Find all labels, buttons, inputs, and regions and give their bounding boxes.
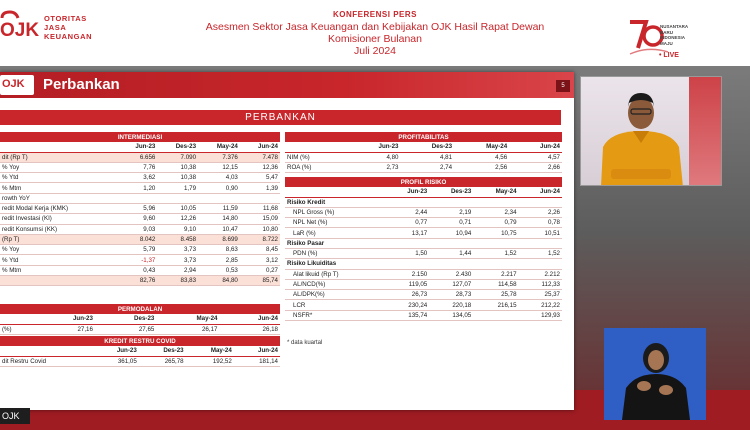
cell-value: 1,44 bbox=[429, 248, 473, 258]
cell-value: 82,76 bbox=[117, 276, 157, 286]
row-label: redit Investasi (KI) bbox=[0, 214, 117, 224]
cell-value: 220,18 bbox=[429, 300, 473, 310]
table-row bbox=[285, 248, 562, 258]
cell-value: 181,14 bbox=[234, 356, 280, 366]
org-line-3: KEUANGAN bbox=[44, 32, 93, 41]
cell-value: 4,80 bbox=[348, 152, 401, 162]
cell-value: 85,74 bbox=[240, 276, 280, 286]
column-header-row bbox=[0, 142, 280, 152]
cell-value: 25,37 bbox=[519, 290, 562, 300]
row-label: ROA (%) bbox=[285, 162, 348, 172]
cell-value: -1,37 bbox=[117, 255, 157, 265]
cell-value: 10,47 bbox=[198, 224, 240, 234]
svg-text:OJK: OJK bbox=[0, 20, 40, 40]
row-label: % Mtm bbox=[0, 265, 117, 275]
cell-value: 5,96 bbox=[117, 203, 157, 213]
cell-value: 1,50 bbox=[386, 248, 429, 258]
cell-value: 10,05 bbox=[157, 203, 198, 213]
cell-value: 0,43 bbox=[117, 265, 157, 275]
cell-value: 3,73 bbox=[157, 245, 198, 255]
row-label: % Ytd bbox=[0, 173, 117, 183]
cell-value: 2.217 bbox=[473, 269, 518, 279]
table-row bbox=[285, 218, 562, 228]
row-label: NPL Net (%) bbox=[285, 218, 386, 228]
column-header: Des-23 bbox=[400, 142, 454, 152]
column-header bbox=[0, 314, 34, 324]
ojk-logo bbox=[0, 10, 40, 40]
table-row bbox=[0, 245, 280, 255]
column-header: Des-23 bbox=[139, 346, 186, 356]
cell-value: 9,10 bbox=[157, 224, 198, 234]
cell-value: 10,94 bbox=[429, 228, 473, 238]
group-row bbox=[285, 238, 562, 248]
cell-value: 1,52 bbox=[473, 248, 518, 258]
row-label: NIM (%) bbox=[285, 152, 348, 162]
cell-value: 8,45 bbox=[240, 245, 280, 255]
restru-covid-table bbox=[0, 336, 280, 367]
column-header: May-24 bbox=[473, 187, 518, 197]
cell-value: 5,47 bbox=[240, 173, 280, 183]
column-header bbox=[0, 346, 93, 356]
cell-value bbox=[117, 193, 157, 203]
column-header: May-24 bbox=[198, 142, 240, 152]
column-header: Jun-23 bbox=[34, 314, 95, 324]
cell-value: 4,57 bbox=[509, 152, 562, 162]
cell-value: 2.150 bbox=[386, 269, 429, 279]
cell-value: 0,53 bbox=[198, 265, 240, 275]
row-label: % Yoy bbox=[0, 245, 117, 255]
cell-value bbox=[473, 310, 518, 320]
cell-value: 7.376 bbox=[198, 152, 240, 162]
cell-value: 0,71 bbox=[429, 218, 473, 228]
cell-value: 2.430 bbox=[429, 269, 473, 279]
profil-risiko-table bbox=[285, 177, 562, 321]
table-row bbox=[0, 255, 280, 265]
cell-value: 230,24 bbox=[386, 300, 429, 310]
table-row bbox=[285, 290, 562, 300]
group-row bbox=[285, 259, 562, 269]
section-title: PROFIL RISIKO bbox=[285, 177, 562, 187]
table-row bbox=[285, 310, 562, 320]
cell-value: 28,73 bbox=[429, 290, 473, 300]
cell-value: 2,66 bbox=[509, 162, 562, 172]
presentation-slide bbox=[0, 72, 574, 410]
table-row bbox=[285, 269, 562, 279]
column-header: May-24 bbox=[156, 314, 219, 324]
cell-value: 7.090 bbox=[157, 152, 198, 162]
cell-value: 216,15 bbox=[473, 300, 518, 310]
cell-value: 2.212 bbox=[519, 269, 562, 279]
cell-value: 135,74 bbox=[386, 310, 429, 320]
row-label: PDN (%) bbox=[285, 248, 386, 258]
cell-value bbox=[157, 193, 198, 203]
sign-interpreter-video bbox=[604, 328, 706, 420]
section-title: PROFITABILITAS bbox=[285, 132, 562, 142]
table-row bbox=[0, 265, 280, 275]
row-label: AL/NCD(%) bbox=[285, 279, 386, 289]
conference-title: Asesmen Sektor Jasa Keuangan dan Kebijakan OJK Hasil Rapat Dewan Komisioner Bulanan bbox=[205, 21, 545, 45]
section-header-row bbox=[0, 132, 280, 142]
cell-value: 26,18 bbox=[219, 324, 280, 334]
cell-value: 8.458 bbox=[157, 234, 198, 244]
column-header: May-24 bbox=[454, 142, 509, 152]
cell-value: 11,59 bbox=[198, 203, 240, 213]
table-row bbox=[285, 207, 562, 217]
column-header bbox=[0, 142, 117, 152]
live-label: LIVE bbox=[663, 52, 679, 59]
slide-page-number: 5 bbox=[556, 80, 570, 92]
anniversary-tagline bbox=[660, 24, 688, 46]
table-row bbox=[0, 214, 280, 224]
column-header: Jun-24 bbox=[519, 187, 562, 197]
org-line-2: JASA bbox=[44, 23, 67, 32]
cell-value bbox=[240, 193, 280, 203]
interpreter-figure bbox=[604, 328, 706, 420]
cell-value: 112,33 bbox=[519, 279, 562, 289]
column-header: Jun-24 bbox=[234, 346, 280, 356]
tagline-line-2: BARU bbox=[660, 29, 673, 35]
column-header: Jun-24 bbox=[240, 142, 280, 152]
column-header: Des-23 bbox=[95, 314, 156, 324]
cell-value: 8.699 bbox=[198, 234, 240, 244]
column-header: Des-23 bbox=[429, 187, 473, 197]
cell-value: 2,94 bbox=[157, 265, 198, 275]
column-header: Jun-23 bbox=[348, 142, 401, 152]
cell-value: 3,62 bbox=[117, 173, 157, 183]
column-header: Jun-24 bbox=[509, 142, 562, 152]
cell-value bbox=[198, 193, 240, 203]
row-label: LaR (%) bbox=[285, 228, 386, 238]
cell-value: 26,73 bbox=[386, 290, 429, 300]
row-label bbox=[0, 276, 117, 286]
cell-value: 114,58 bbox=[473, 279, 518, 289]
channel-tag: OJK bbox=[0, 408, 30, 424]
table-row bbox=[0, 152, 280, 162]
cell-value: 361,05 bbox=[93, 356, 139, 366]
org-name bbox=[44, 14, 92, 41]
cell-value: 10,80 bbox=[240, 224, 280, 234]
section-title: PERMODALAN bbox=[0, 304, 280, 314]
cell-value: 4,56 bbox=[454, 152, 509, 162]
cell-value: 4,03 bbox=[198, 173, 240, 183]
section-header-row bbox=[285, 177, 562, 187]
column-header: Des-23 bbox=[157, 142, 198, 152]
group-label: Risiko Likuiditas bbox=[285, 259, 562, 269]
group-label: Risiko Kredit bbox=[285, 197, 562, 207]
column-header-row bbox=[0, 314, 280, 324]
cell-value: 0,78 bbox=[519, 218, 562, 228]
cell-value: 0,90 bbox=[198, 183, 240, 193]
column-header: May-24 bbox=[186, 346, 234, 356]
section-title: INTERMEDIASI bbox=[0, 132, 280, 142]
cell-value: 2,34 bbox=[473, 207, 518, 217]
row-label: AL/DPK(%) bbox=[285, 290, 386, 300]
footnote: * data kuartal bbox=[287, 340, 323, 346]
cell-value: 12,26 bbox=[157, 214, 198, 224]
cell-value: 129,93 bbox=[519, 310, 562, 320]
conference-date: Juli 2024 bbox=[353, 45, 397, 57]
slide-logo bbox=[0, 75, 34, 95]
cell-value: 83,83 bbox=[157, 276, 198, 286]
cell-value: 5,79 bbox=[117, 245, 157, 255]
column-header: Jun-23 bbox=[93, 346, 139, 356]
table-row bbox=[0, 173, 280, 183]
row-label: % Ytd bbox=[0, 255, 117, 265]
cell-value: 2,19 bbox=[429, 207, 473, 217]
cell-value: 1,52 bbox=[519, 248, 562, 258]
cell-value: 0,27 bbox=[240, 265, 280, 275]
cell-value: 10,38 bbox=[157, 173, 198, 183]
table-row bbox=[285, 279, 562, 289]
cell-value: 0,77 bbox=[386, 218, 429, 228]
slide-logo-text: OJK bbox=[2, 78, 25, 90]
group-label: Risiko Pasar bbox=[285, 238, 562, 248]
tagline-line-4: MAJU bbox=[660, 40, 673, 46]
cell-value: 12,36 bbox=[240, 162, 280, 172]
cell-value: 2,44 bbox=[386, 207, 429, 217]
cell-value: 2,26 bbox=[519, 207, 562, 217]
cell-value: 0,79 bbox=[473, 218, 518, 228]
row-label: % Yoy bbox=[0, 162, 117, 172]
table-row bbox=[0, 203, 280, 213]
broadcast-banner bbox=[0, 0, 750, 66]
tagline-line-3: INDONESIA bbox=[660, 35, 686, 40]
table-row bbox=[285, 162, 562, 172]
cell-value: 192,52 bbox=[186, 356, 234, 366]
cell-value: 9,03 bbox=[117, 224, 157, 234]
table-row bbox=[285, 228, 562, 238]
cell-value: 2,73 bbox=[348, 162, 401, 172]
cell-value: 12,15 bbox=[198, 162, 240, 172]
row-label: redit Modal Kerja (KMK) bbox=[0, 203, 117, 213]
column-header: Jun-23 bbox=[386, 187, 429, 197]
table-row bbox=[0, 276, 280, 286]
table-row bbox=[0, 234, 280, 244]
row-label: NSFR* bbox=[285, 310, 386, 320]
table-row bbox=[285, 300, 562, 310]
cell-value: 6.656 bbox=[117, 152, 157, 162]
conference-label: KONFERENSI PERS bbox=[333, 10, 417, 19]
cell-value: 212,22 bbox=[519, 300, 562, 310]
cell-value: 13,17 bbox=[386, 228, 429, 238]
table-row bbox=[0, 193, 280, 203]
cell-value: 15,09 bbox=[240, 214, 280, 224]
column-header: Jun-24 bbox=[219, 314, 280, 324]
cell-value: 10,38 bbox=[157, 162, 198, 172]
cell-value: 134,05 bbox=[429, 310, 473, 320]
table-row bbox=[0, 224, 280, 234]
cell-value: 10,51 bbox=[519, 228, 562, 238]
row-label: % Mtm bbox=[0, 183, 117, 193]
profitabilitas-table bbox=[285, 132, 562, 173]
row-label: dit Restru Covid bbox=[0, 356, 93, 366]
row-label: dit (Rp T) bbox=[0, 152, 117, 162]
column-header bbox=[285, 142, 348, 152]
section-band: PERBANKAN bbox=[0, 110, 561, 125]
cell-value: 1,39 bbox=[240, 183, 280, 193]
section-title: KREDIT RESTRU COVID bbox=[0, 336, 280, 346]
org-line-1: OTORITAS bbox=[44, 14, 87, 23]
cell-value: 7.478 bbox=[240, 152, 280, 162]
cell-value: 2,85 bbox=[198, 255, 240, 265]
group-row bbox=[285, 197, 562, 207]
table-row bbox=[0, 324, 280, 334]
cell-value: 25,78 bbox=[473, 290, 518, 300]
cell-value: 1,79 bbox=[157, 183, 198, 193]
row-label: (Rp T) bbox=[0, 234, 117, 244]
table-row bbox=[285, 152, 562, 162]
section-header-row bbox=[0, 304, 280, 314]
speaker-figure bbox=[581, 77, 722, 186]
slide-title: Perbankan bbox=[43, 76, 120, 93]
cell-value: 26,17 bbox=[156, 324, 219, 334]
row-label: (%) bbox=[0, 324, 34, 334]
cell-value: 2,56 bbox=[454, 162, 509, 172]
column-header-row bbox=[285, 187, 562, 197]
conference-title-block bbox=[180, 10, 570, 57]
column-header bbox=[285, 187, 386, 197]
row-label: LCR bbox=[285, 300, 386, 310]
cell-value: 10,75 bbox=[473, 228, 518, 238]
row-label: Alat likuid (Rp T) bbox=[285, 269, 386, 279]
cell-value: 84,80 bbox=[198, 276, 240, 286]
cell-value: 11,68 bbox=[240, 203, 280, 213]
cell-value: 2,74 bbox=[400, 162, 454, 172]
cell-value: 14,80 bbox=[198, 214, 240, 224]
cell-value: 7,76 bbox=[117, 162, 157, 172]
cell-value: 8.042 bbox=[117, 234, 157, 244]
intermediasi-table bbox=[0, 132, 280, 286]
permodalan-table bbox=[0, 304, 280, 335]
column-header: Jun-23 bbox=[117, 142, 157, 152]
cell-value: 265,78 bbox=[139, 356, 186, 366]
cell-value: 3,12 bbox=[240, 255, 280, 265]
row-label: redit Konsumsi (KK) bbox=[0, 224, 117, 234]
table-row bbox=[0, 356, 280, 366]
tagline-line-1: NUSANTARA bbox=[660, 24, 689, 29]
column-header-row bbox=[285, 142, 562, 152]
cell-value: 127,07 bbox=[429, 279, 473, 289]
section-header-row bbox=[285, 132, 562, 142]
cell-value: 8.722 bbox=[240, 234, 280, 244]
column-header-row bbox=[0, 346, 280, 356]
row-label: NPL Gross (%) bbox=[285, 207, 386, 217]
cell-value: 27,16 bbox=[34, 324, 95, 334]
table-row bbox=[0, 183, 280, 193]
live-indicator: • LIVE bbox=[659, 52, 679, 59]
slide-header bbox=[0, 72, 574, 98]
row-label: rowth YoY bbox=[0, 193, 117, 203]
cell-value: 119,05 bbox=[386, 279, 429, 289]
cell-value: 27,65 bbox=[95, 324, 156, 334]
cell-value: 1,20 bbox=[117, 183, 157, 193]
cell-value: 4,81 bbox=[400, 152, 454, 162]
section-header-row bbox=[0, 336, 280, 346]
cell-value: 9,60 bbox=[117, 214, 157, 224]
speaker-video bbox=[580, 76, 722, 186]
table-row bbox=[0, 162, 280, 172]
cell-value: 8,63 bbox=[198, 245, 240, 255]
cell-value: 3,73 bbox=[157, 255, 198, 265]
